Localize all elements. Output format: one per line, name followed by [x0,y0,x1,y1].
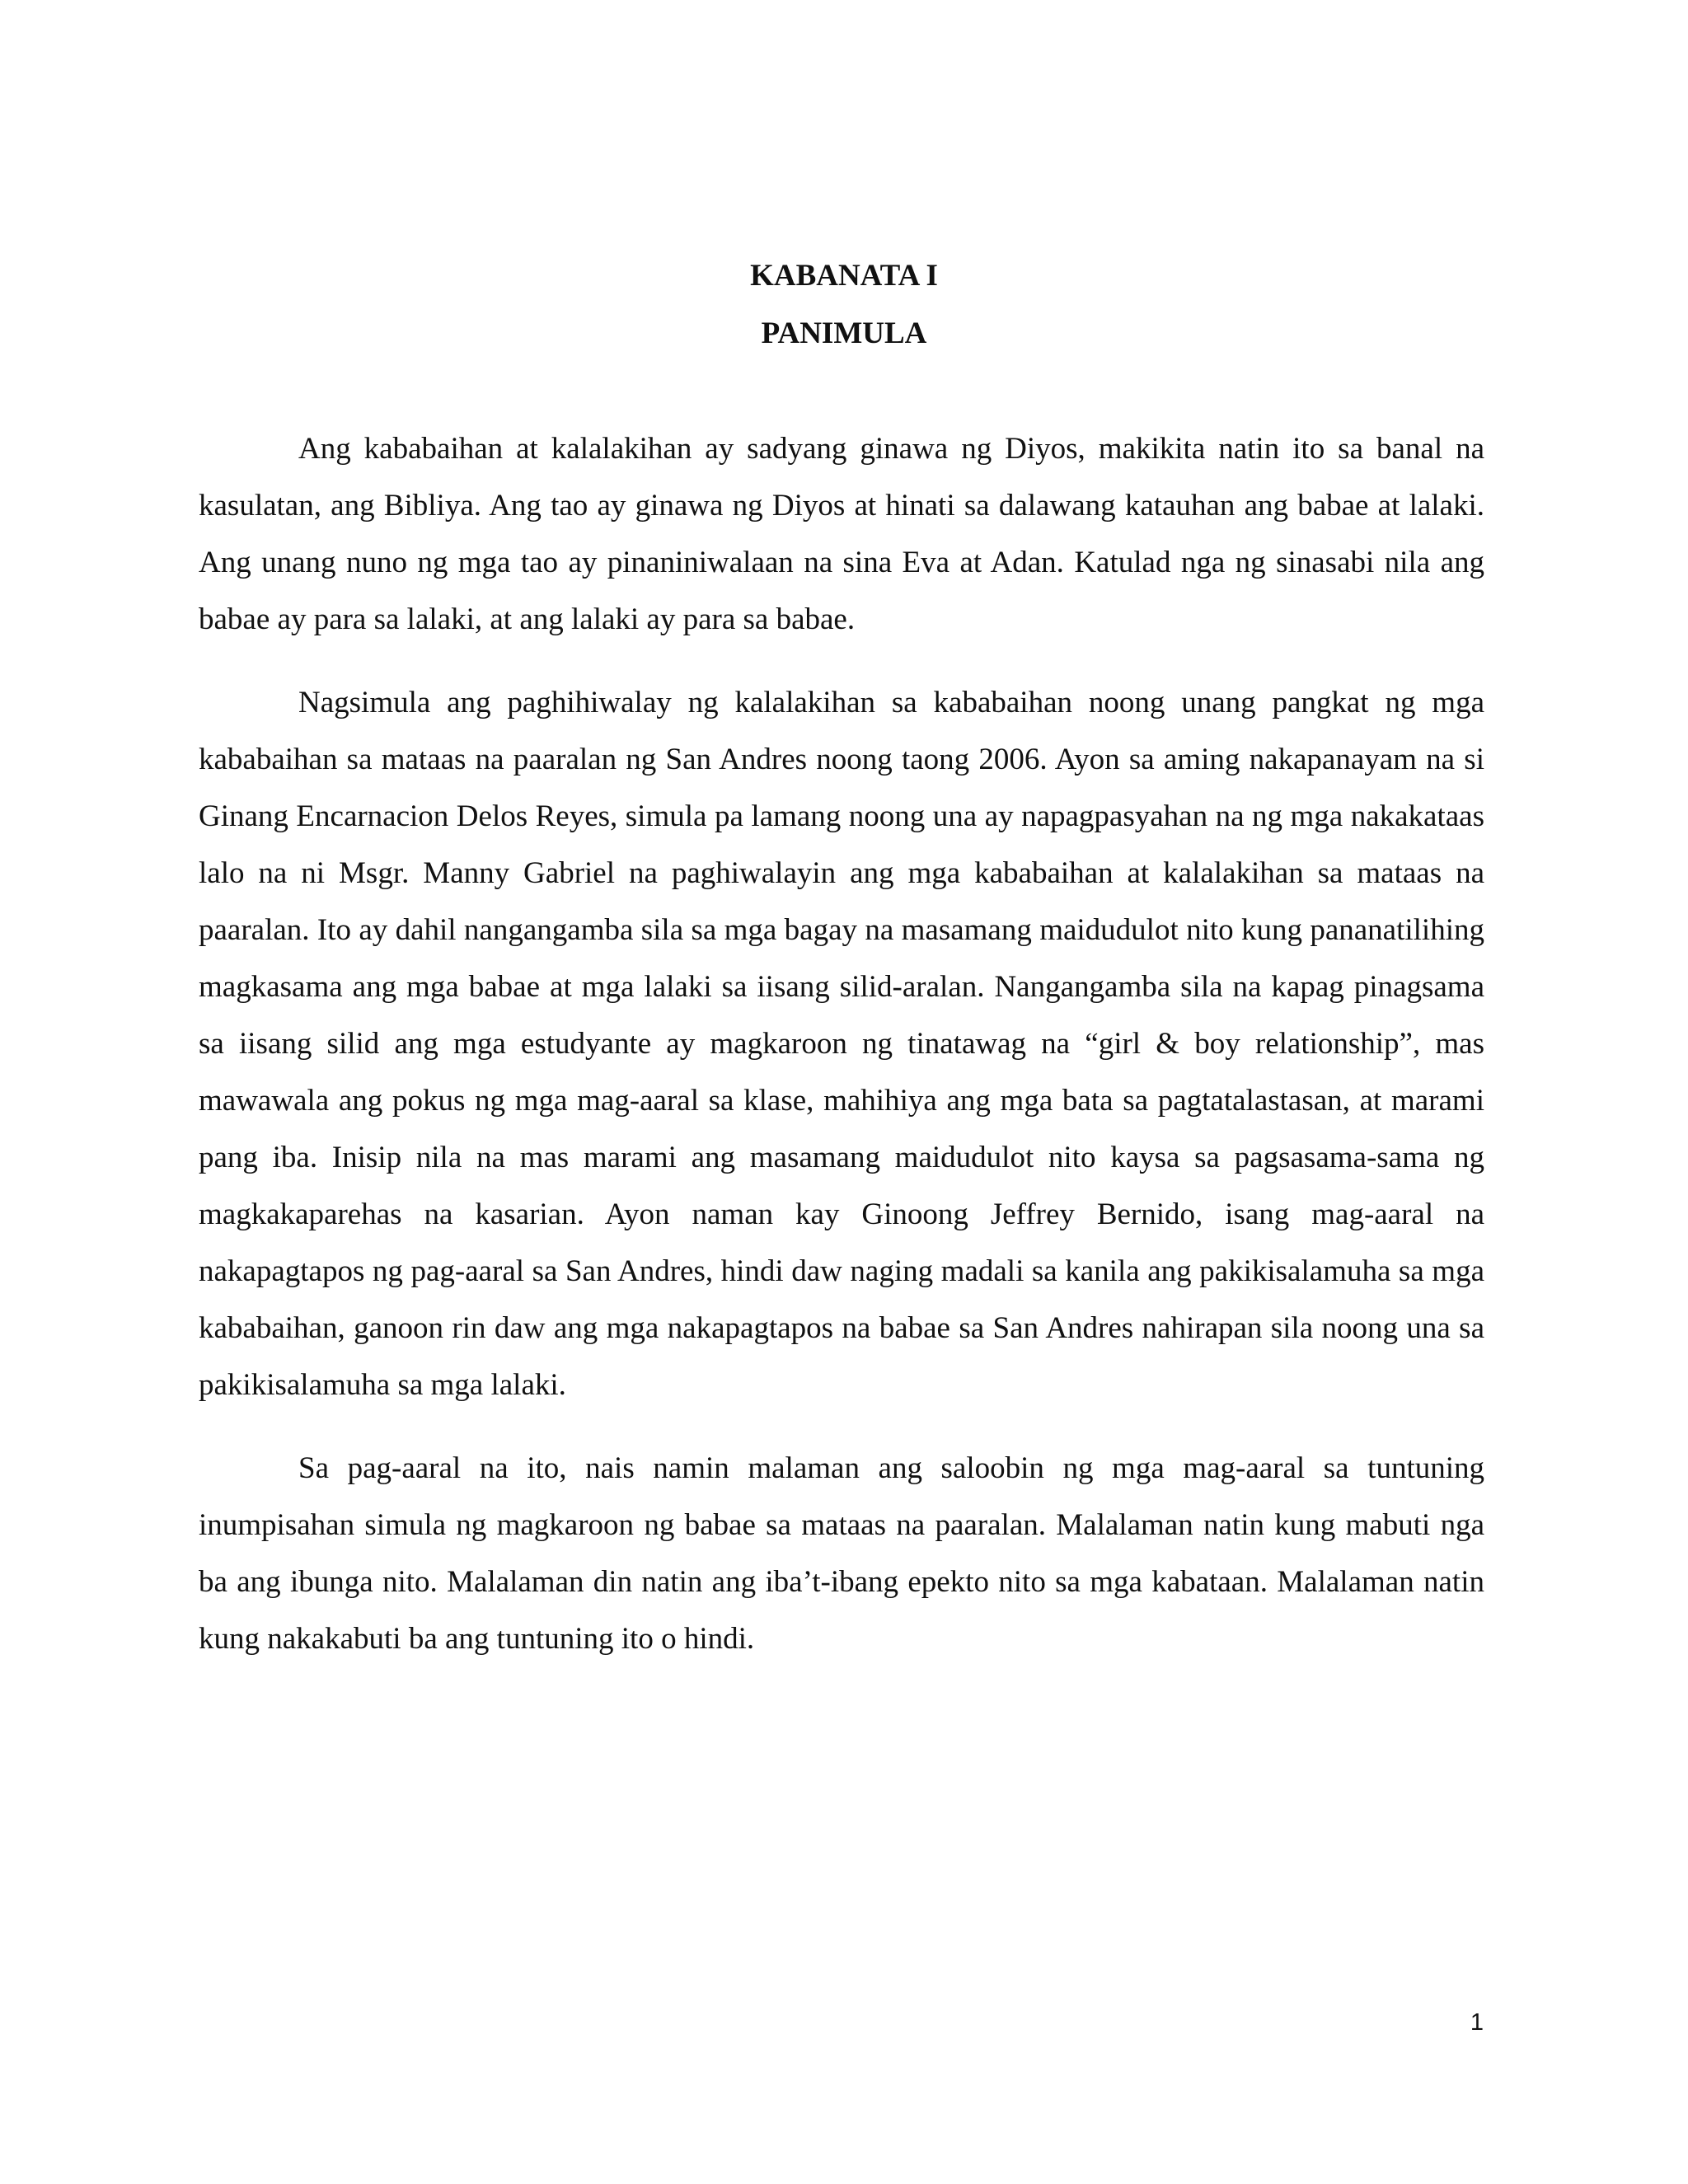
paragraph-1: Ang kababaihan at kalalakihan ay sadyang ginawa ng Diyos, makikita natin ito sa banal na kasulatan, ang Bibliya. Ang tao ay ginawa ng Diyos at hinati sa dalawang katauhan ang babae at lalaki. Ang unang nuno ng mga tao ay pinaniniwalaan na sina Eva at Adan. Katulad nga ng sinasabi nila ang babae ay para sa lalaki, at ang lalaki ay para sa babae. [199,432,1484,636]
section-heading: PANIMULA [761,316,927,350]
paragraph-3: Sa pag-aaral na ito, nais namin malaman ang saloobin ng mga mag-aaral sa tuntuning inumpisahan simula ng magkaroon ng babae sa mataas na paaralan. Malalaman natin kung mabuti nga ba ang ibunga nito. Malalaman din natin ang iba’t-ibang epekto nito sa mga kabataan. Malalaman natin kung nakakabuti ba ang tuntuning ito o hindi. [199,1451,1484,1656]
chapter-heading: KABANATA I [750,259,938,293]
page-number: 1 [1470,2009,1484,2036]
body-text [199,420,1484,1694]
paragraph-2: Nagsimula ang paghihiwalay ng kalalakihan sa kababaihan noong unang pangkat ng mga kababaihan sa mataas na paaralan ng San Andres noong taong 2006. Ayon sa aming nakapanayam na si Ginang Encarnacion Delos Reyes, simula pa lamang noong una ay napagpasyahan na ng mga nakakataas lalo na ni Msgr. Manny Gabriel na paghiwalayin ang mga kababaihan at kalalakihan sa mataas na paaralan. Ito ay dahil nangangamba sila sa mga bagay na masamang maidudulot nito kung pananatilihing magkasama ang mga babae at mga lalaki sa iisang silid-aralan. Nangangamba sila na kapag pinagsama sa iisang silid ang mga estudyante ay magkaroon ng tinatawag na “girl & boy relationship”, mas mawawala ang pokus ng mga mag-aaral sa klase, mahihiya ang mga bata sa pagtatalastasan, at marami pang iba. Inisip nila na mas marami ang masamang maidudulot nito kaysa sa pagsasama-sama ng magkakaparehas na kasarian. Ayon naman kay Ginoong Jeffrey Bernido, isang mag-aaral na nakapagtapos ng pag-aaral sa San Andres, hindi daw naging madali sa kanila ang pakikisalamuha sa mga kababaihan, ganoon rin daw ang mga nakapagtapos na babae sa San Andres nahirapan sila noong una sa pakikisalamuha sa mga lalaki. [199,686,1484,1402]
